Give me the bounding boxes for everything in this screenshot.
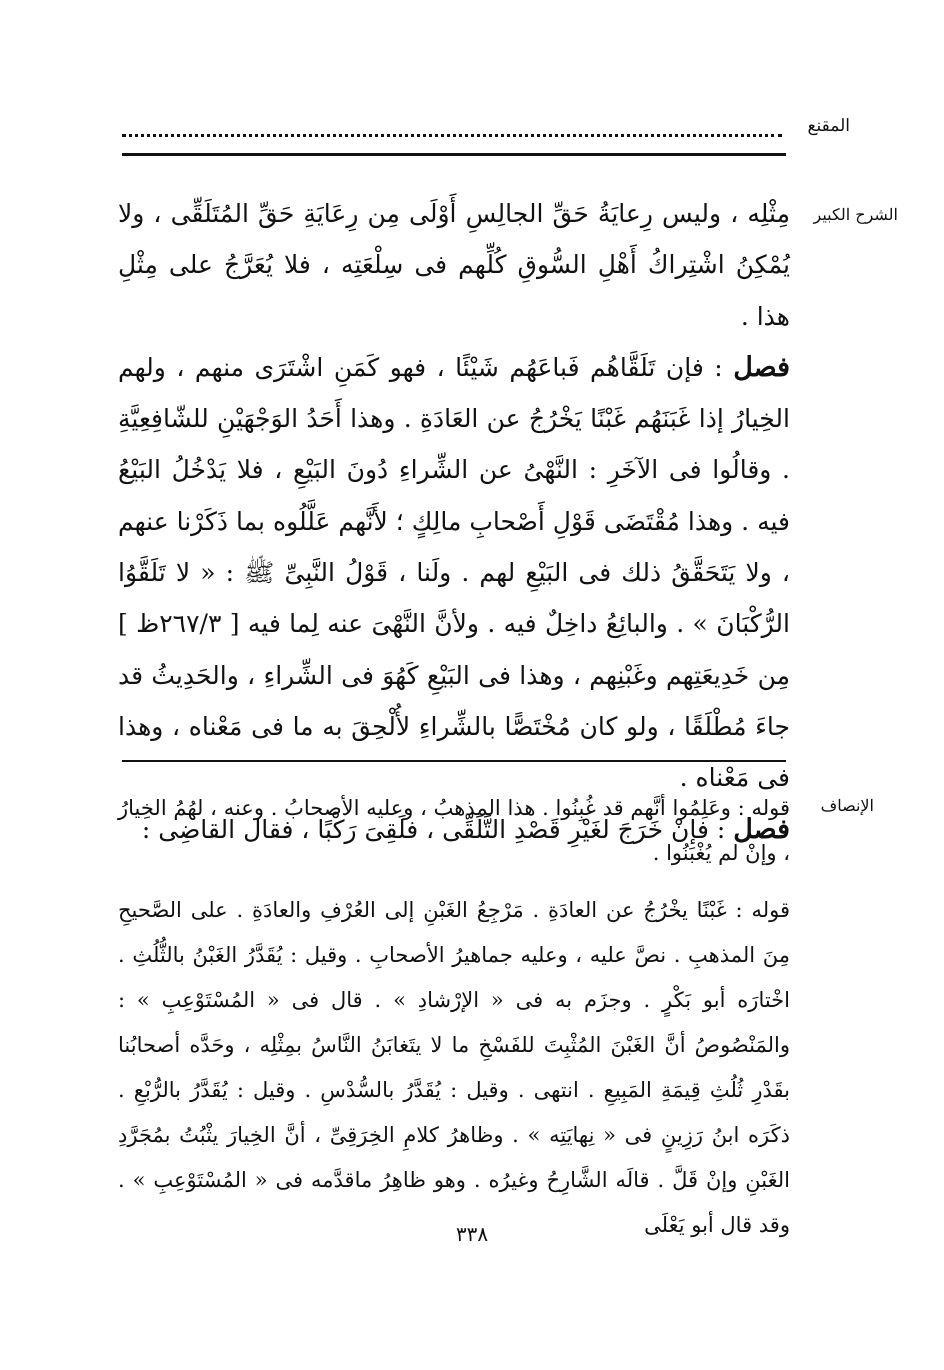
section-keyword: فصل <box>733 813 790 845</box>
sharh-paragraph-3-text: : فإنْ خَرَجَ لغَيْرِ قَصْدِ التَّلَقِّى ، فلَقِىَ رَكْبًا ، فقال القاضِى : <box>141 814 734 844</box>
header-rule <box>122 153 786 156</box>
section-divider <box>122 760 786 762</box>
insaf-paragraph-2: قوله : غَبْنًا يخْرُجُ عن العادَةِ . مَرْجِعُ الغَبْنِ إلى العُرْفِ والعادَةِ . على الصَّحيحِ مِنَ المذهبِ . نصَّ عليه ، وعليه جماهيرُ الأصحابِ . وقيل : يُقَدَّرُ الغَبْنُ بالثُّلُثِ . اخْتارَه أبو بَكْرٍ . وجزَم به فى « الإرْشادِ » . قال فى « المُسْتَوْعِبِ » : والمَنْصُوصُ أنَّ الغَبْنَ المُثْبِتَ للفَسْخِ ما لا يتَغابَنُ النَّاسُ بمِثْلِه ، وحَدَّه أصحابُنا بقَدْرِ ثُلُثِ قِيمَةِ المَبِيعِ . انتهى . وقيل : يُقَدَّرُ بالسُّدْسِ . وقيل : يُقَدَّرُ بالرُّبْعِ . ذكَرَه ابنُ رَزِينٍ فى « نِهايَتِه » . وظاهرُ كلامِ الخِرَقِىِّ ، أنَّ الخِيارَ يثْبُتُ بمُجَرَّدِ الغَبْنِ وإنْ قَلَّ . قالَه الشَّارِحُ وغيرُه . وهو ظاهِرُ ماقدَّمه فى « المُسْتَوْعِبِ » . وقد قال أبو يَعْلَى <box>118 898 790 1237</box>
paragraph-gap <box>118 876 790 888</box>
sharh-text-block <box>118 188 790 855</box>
page-number: ٣٣٨ <box>455 1222 489 1246</box>
header-title: المقنع <box>807 116 850 136</box>
sharh-paragraph-1: مِثْلِه ، وليس رِعايَةُ حَقِّ الجالِسِ أَوْلَى مِن رِعَايَةِ حَقِّ المُتَلَقِّى ، ولا يُمْكِنُ اشْتِراكُ أَهْلِ السُّوقِ كُلِّهم فى سِلْعَتِه ، فلا يُعَرَّجُ على مِثْلِ هذا . <box>118 199 790 331</box>
margin-label-sharh: الشرح الكبير <box>813 205 898 224</box>
sharh-paragraph-2 <box>118 342 790 804</box>
margin-label-insaf: الإنصاف <box>820 796 874 815</box>
running-header <box>122 112 850 142</box>
sharh-paragraph-2-text: : فإن تَلَقَّاهُم فَباعَهُم شَيْئًا ، فهو كَمَنِ اشْتَرَى منهم ، ولهم الخِيارُ إذا غَبَنَهُم غَبْنًا يَخْرُجُ عن العَادَةِ . وهذا أَحَدُ الوَجْهَيْنِ للشّافِعِيَّةِ . وقالُوا فى الآخَرِ : النَّهْىُ عن الشِّراءِ دُونَ البَيْعِ ، فلا يَدْخُلُ البَيْعُ فيه . وهذا مُقْتَضَى قَوْلِ أَصْحابِ مالِكٍ ؛ لأَنَّهم عَلَّلُوه بما ذَكَرْنا عنهم ، ولا يَتَحَقَّقُ ذلك فى البَيْعِ لهم . ولَنا ، قَوْلُ النَّبِىِّ ﷺ : « لا تَلَقَّوُا الرُّكْبَانَ » . والبائِعُ داخِلٌ فيه . ولأنَّ النَّهْىَ عنه لِما فيه [ ٢٦٧/٣ظ ] مِن خَدِيعَتِهم وغَبْنِهم ، وهذا فى البَيْعِ كَهُوَ فى الشِّراءِ ، والحَدِيثُ قد جاءَ مُطْلَقًا ، ولو كان مُخْتَصًّا بالشِّراءِ لأُلْحِقَ به ما فى مَعْناه ، وهذا فى مَعْناه . <box>118 352 790 793</box>
header-dotted-leader <box>122 114 782 137</box>
insaf-text-block <box>118 786 790 1248</box>
insaf-paragraph-1: قوله : وعَلِمُوا أنَّهم قد غُبِنُوا . هذا المذهبُ ، وعليه الأصحابُ . وعنه ، لهُمُ الخِيارُ ، وإنْ لم يُغْبَنُوا . <box>118 796 790 865</box>
section-keyword: فصل <box>733 351 790 383</box>
